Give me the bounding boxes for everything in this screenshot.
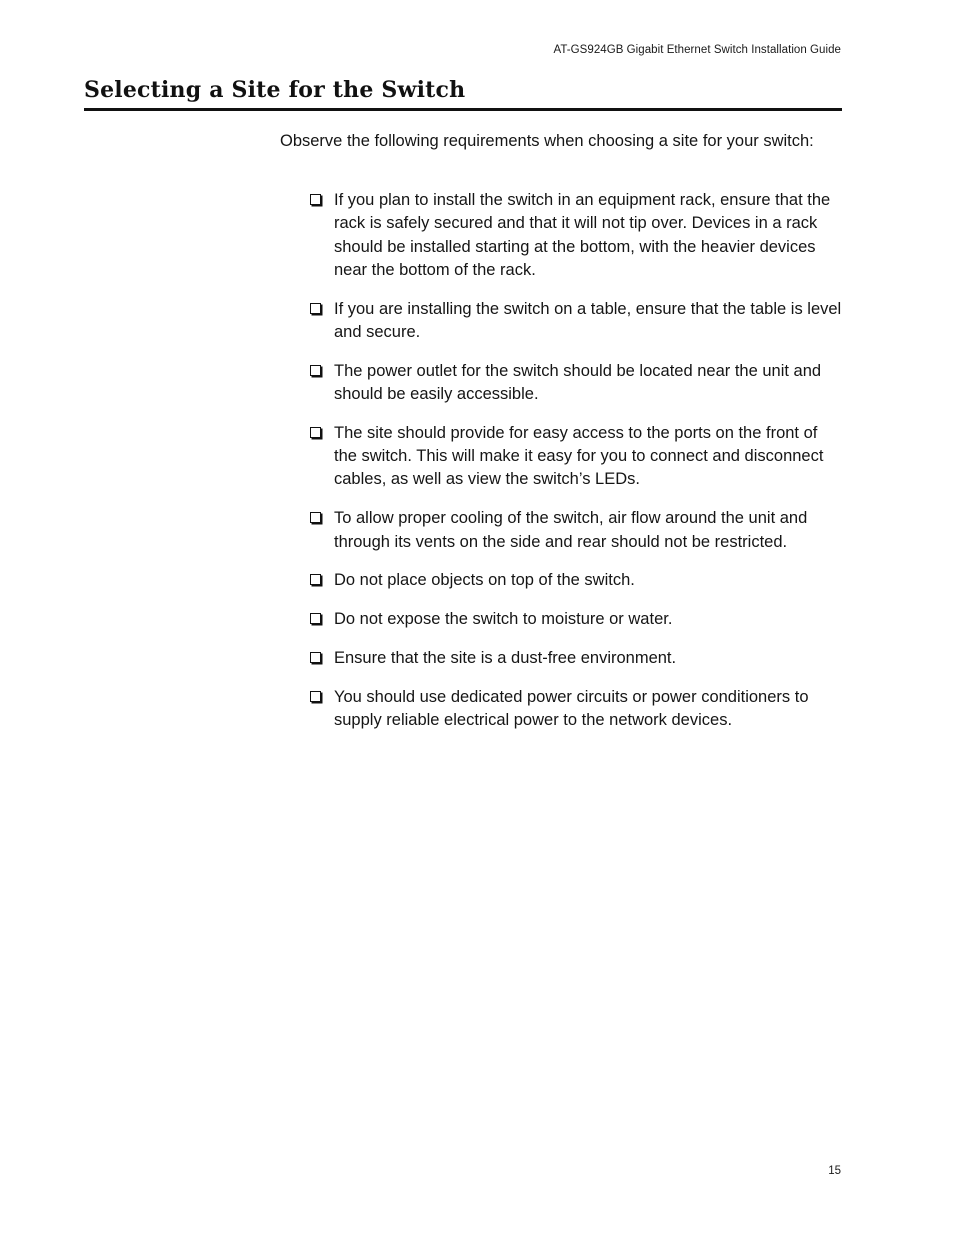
- list-item-text: Do not expose the switch to moisture or water.: [334, 610, 673, 629]
- running-header: AT-GS924GB Gigabit Ethernet Switch Installation Guide: [553, 44, 841, 56]
- list-item: [309, 298, 842, 345]
- checkbox-icon: [310, 512, 321, 523]
- intro-paragraph: Observe the following requirements when choosing a site for your switch:: [280, 132, 814, 150]
- checkbox-icon: [310, 574, 321, 585]
- checkbox-icon: [310, 365, 321, 376]
- list-item-text: Ensure that the site is a dust-free environment.: [334, 648, 677, 667]
- checkbox-icon: [310, 652, 321, 663]
- checkbox-icon: [310, 613, 321, 624]
- page-number: 15: [828, 1165, 841, 1177]
- list-item-text: The site should provide for easy access to the ports on the front of the switch. This will make it easy for you to connect and disconnect cables, as well as view the switch’s LEDs.: [334, 423, 824, 489]
- list-item: [309, 507, 842, 554]
- list-item: [309, 360, 842, 407]
- list-item-text: You should use dedicated power circuits or power conditioners to supply reliable electrical power to the network devices.: [334, 687, 809, 730]
- list-item: [309, 189, 842, 282]
- section-title: Selecting a Site for the Switch: [84, 77, 466, 103]
- list-item-text: Do not place objects on top of the switch.: [334, 571, 635, 590]
- checkbox-icon: [310, 303, 321, 314]
- list-item-text: If you plan to install the switch in an equipment rack, ensure that the rack is safely secured and that it will not tip over. Devices in a rack should be installed starting at the bottom, with the heavier devices near the bottom of the rack.: [334, 191, 831, 279]
- list-item-text: If you are installing the switch on a table, ensure that the table is level and secure.: [334, 299, 842, 341]
- list-item-text: The power outlet for the switch should be located near the unit and should be easily accessible.: [334, 361, 822, 404]
- list-item: [309, 569, 842, 592]
- checkbox-icon: [310, 691, 321, 702]
- checkbox-icon: [310, 194, 321, 205]
- list-item-text: To allow proper cooling of the switch, air flow around the unit and through its vents on the side and rear should not be restricted.: [334, 509, 808, 551]
- list-item: [309, 686, 842, 733]
- checkbox-icon: [310, 427, 321, 438]
- list-item: [309, 422, 842, 492]
- list-item: [309, 608, 842, 631]
- list-item: [309, 647, 842, 670]
- title-rule: [84, 108, 842, 111]
- requirements-list: [309, 189, 842, 748]
